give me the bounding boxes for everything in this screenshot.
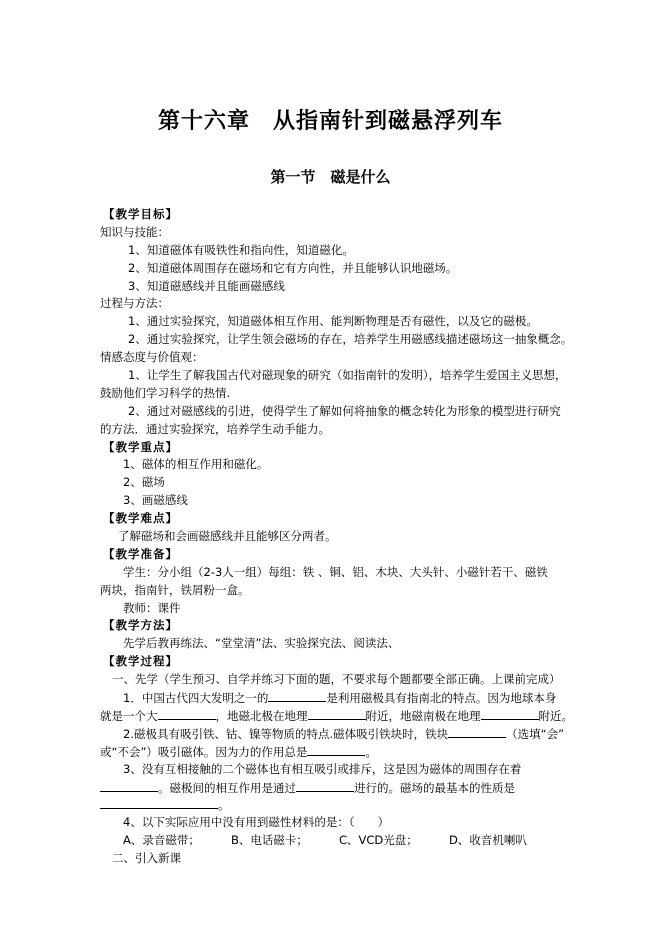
new-lesson-heading: 二、引入新课 [112,851,181,866]
prep-heading: 【教学准备】 [103,546,178,561]
section-title: 第一节 磁是什么 [270,168,391,186]
answer-blank [448,725,506,738]
option-b: B、电话磁卡； [231,833,308,848]
pre-study-intro: 一、先学（学生预习、自学并练习下面的题，不要求每个题都要全部正确。上课前完成） [112,672,561,687]
q1-text: 是利用磁极具有指南北的特点。因为地球本身 [326,691,557,706]
key-item: 2、磁场 [123,475,165,490]
question-3-cont [100,779,568,797]
q2-text: 。 [365,744,377,759]
method-item: 先学后教再练法、“堂堂清”法、实验探究法、阅读法、 [123,636,400,651]
option-a: A、录音磁带； [123,833,200,848]
q3-text: 进行的。磁场的最基本的性质是 [354,780,515,795]
chapter-title: 第十六章 从指南针到磁悬浮列车 [157,108,503,134]
q2-text: 或“不会”）吸引磁体。因为力的作用总是 [100,744,308,759]
process-label: 过程与方法： [100,296,169,311]
answer-blank [296,779,354,792]
prep-teacher: 教师：课件 [123,600,181,615]
difficulty-item: 了解磁场和会画磁感线并且能够区分两者。 [118,529,337,544]
option-d: D、收音机喇叭 [449,833,527,848]
option-c: C、VCD光盘； [339,833,418,848]
attitude-label: 情感态度与价值观： [100,350,204,365]
q3-text: 。 [218,798,230,813]
key-item: 1、磁体的相互作用和磁化。 [123,457,269,472]
answer-blank [158,707,216,720]
answer-blank [307,743,365,756]
q1-text: 附近，地磁南极在地理 [365,708,481,723]
key-heading: 【教学重点】 [103,439,178,454]
question-2-cont [100,743,568,761]
question-3: 3、没有互相接触的二个磁体也有相互吸引或排斥，这是因为磁体的周围存在着 [123,761,522,776]
attitude-item-cont: 鼓励他们学习科学的热情. [100,385,231,400]
difficulty-heading: 【教学难点】 [103,511,178,526]
answer-blank [100,796,218,809]
process-item: 2、通过实验探究，让学生领会磁场的存在，培养学生用磁感线描述磁场这一抽象概念。 [128,332,573,347]
skill-item: 1、知道磁体有吸铁性和指向性，知道磁化。 [128,242,354,257]
q2-text: （选填“会” [506,726,565,741]
q3-text: 。磁极间的相互作用是通过 [158,780,296,795]
skill-item: 3、知道磁感线并且能画磁感线 [128,278,285,293]
q2-text: 2.磁极具有吸引铁、钴、镍等物质的特点.磁体吸引铁块时，铁块 [123,726,449,741]
answer-blank [268,689,326,702]
skill-item: 2、知道磁体周围存在磁场和它有方向性，并且能够认识地磁场。 [128,260,458,275]
attitude-item: 2、通过对磁感线的引进，使得学生了解如何将抽象的概念转化为形象的模型进行研究 [128,403,561,418]
document-body [100,206,573,868]
attitude-item: 1、让学生了解我国古代对磁现象的研究（如指南针的发明），培养学生爱国主义思想， [128,368,567,383]
question-4: 4、以下实际应用中没有用到磁性材料的是：（ ） [123,815,390,830]
question-1-cont [100,707,573,725]
process-heading: 【教学过程】 [103,654,178,669]
method-heading: 【教学方法】 [103,618,178,633]
question-1 [100,689,568,707]
question-2 [100,725,568,743]
answer-blank [100,779,158,792]
key-item: 3、画磁感线 [123,493,188,508]
answer-blank [481,707,539,720]
prep-student: 学生：分小组（2-3人一组）每组：铁 、铜、铝、木块、大头针、小磁针若干、磁铁 [123,564,548,579]
question-4-options [100,832,568,850]
question-3-end [100,796,568,814]
process-item: 1、通过实验探究，知道磁体相互作用、能判断物理是否有磁性，以及它的磁极。 [128,314,538,329]
answer-blank [308,707,366,720]
q1-text: 就是一个大 [100,708,158,723]
attitude-item-cont: 的方法．通过实验探究，培养学生动手能力。 [100,421,330,436]
q1-text: 附近。 [538,708,573,723]
q1-text: 1．中国古代四大发明之一的 [123,691,269,706]
prep-student-cont: 两块，指南针，铁屑粉一盒。 [100,582,250,597]
skills-label: 知识与技能： [100,224,169,239]
q1-text: ，地磁北极在地理 [215,708,308,723]
goals-heading: 【教学目标】 [103,207,178,221]
